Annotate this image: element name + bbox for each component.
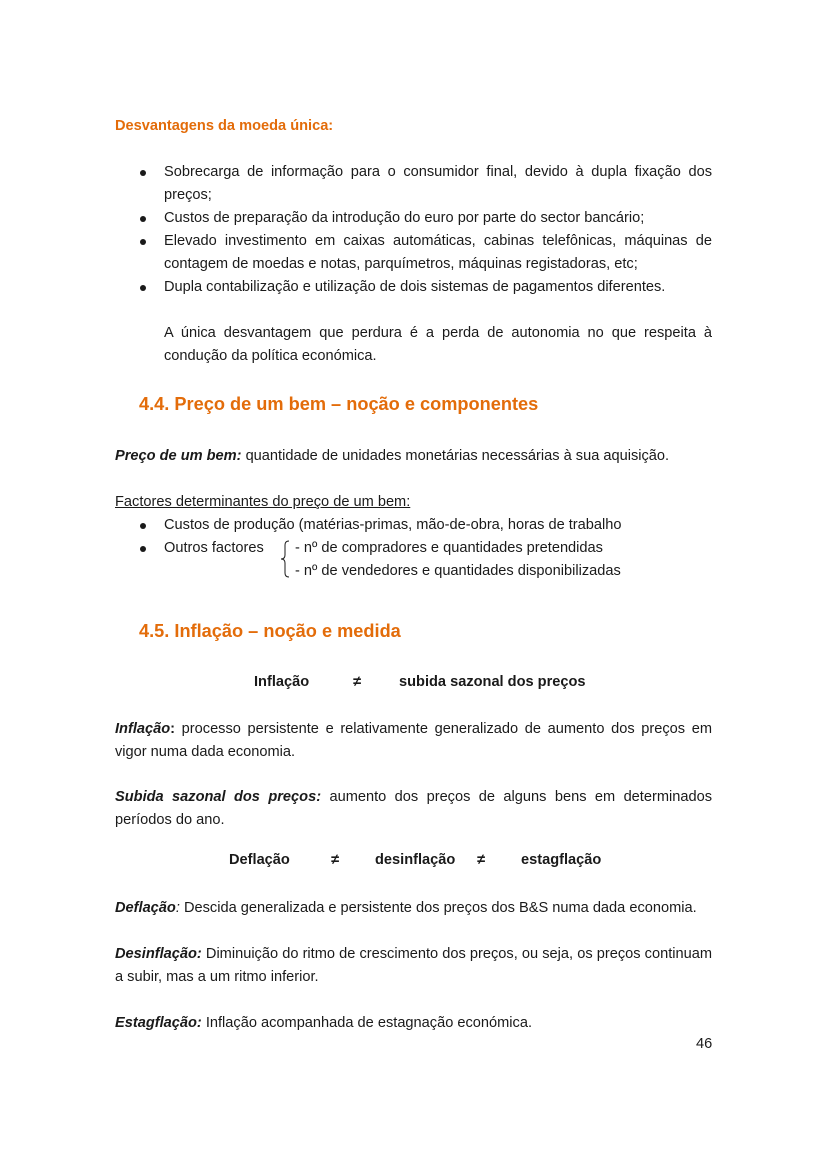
- page-number: 46: [696, 1036, 713, 1052]
- definition-term: Subida sazonal dos preços:: [115, 789, 322, 805]
- disadvantages-note: A única desvantagem que perdura é a perda de autonomia no que respeita à condução da política económica.: [164, 325, 712, 364]
- definition-text: Descida generalizada e persistente dos preços dos B&S numa dada economia.: [179, 900, 697, 916]
- bullet-icon: [140, 170, 146, 176]
- disinflation-definition: [115, 943, 712, 989]
- definition-term: Deflação: [115, 900, 176, 916]
- definition-term: Inflação: [115, 721, 171, 737]
- bullet-icon: [140, 239, 146, 245]
- disadvantages-heading: Desvantagens da moeda única:: [115, 118, 334, 134]
- list-item-text: Sobrecarga de informação para o consumidor final, devido à dupla fixação dos preços;: [164, 164, 712, 203]
- factors-title: Factores determinantes do preço de um bem:: [115, 494, 411, 510]
- comparison-term: Deflação: [229, 852, 290, 868]
- definition-term: Desinflação:: [115, 946, 202, 962]
- section-heading-4-5: 4.5. Inflação – noção e medida: [139, 621, 401, 641]
- curly-brace-icon: [280, 540, 290, 578]
- section-heading-4-4: 4.4. Preço de um bem – noção e componentes: [139, 394, 539, 414]
- definition-text: aumento dos preços de alguns bens em determinados períodos do ano.: [115, 789, 712, 828]
- comparison-term: Inflação: [254, 674, 310, 690]
- inflation-definition: Inflação: processo persistente e relativamente generalizado de aumento dos preços em vigor numa dada economia.: [115, 721, 712, 760]
- comparison-term: desinflação: [375, 852, 456, 868]
- stagflation-definition: [115, 1012, 532, 1035]
- bullet-icon: [140, 546, 146, 552]
- list-item-text: Elevado investimento em caixas automáticas, cabinas telefônicas, máquinas de contagem de moedas e notas, parquímetros, máquinas registadoras, etc;: [164, 233, 712, 272]
- seasonal-rise-definition: [115, 786, 712, 832]
- not-equal-icon: ≠: [477, 852, 486, 868]
- not-equal-icon: ≠: [353, 674, 362, 690]
- factor-buyers: - nº de compradores e quantidades pretendidas: [295, 540, 603, 556]
- definition-text: processo persistente e relativamente generalizado de aumento dos preços em vigor numa dada economia.: [115, 721, 712, 760]
- definition-term: Estagflação:: [115, 1015, 202, 1031]
- bullet-icon: [140, 216, 146, 222]
- factor-other-label: Outros factores: [164, 540, 264, 556]
- price-definition: [115, 445, 669, 468]
- bullet-icon: [140, 285, 146, 291]
- comparison-term: subida sazonal dos preços: [399, 674, 586, 690]
- definition-text: Inflação acompanhada de estagnação económica.: [201, 1015, 532, 1031]
- definition-text: quantidade de unidades monetárias necessárias à sua aquisição.: [241, 448, 670, 464]
- factor-sellers: - nº de vendedores e quantidades disponibilizadas: [295, 563, 621, 579]
- not-equal-icon: ≠: [331, 852, 340, 868]
- factor-production-costs: Custos de produção (matérias-primas, mão-de-obra, horas de trabalho: [164, 517, 622, 533]
- list-item-text: Dupla contabilização e utilização de dois sistemas de pagamentos diferentes.: [164, 279, 666, 295]
- list-item-text: Custos de preparação da introdução do euro por parte do sector bancário;: [164, 210, 645, 226]
- deflation-definition: Deflação: Descida generalizada e persistente dos preços dos B&S numa dada economia.: [115, 900, 697, 916]
- definition-text: Diminuição do ritmo de crescimento dos preços, ou seja, os preços continuam a subir, mas a um ritmo inferior.: [115, 946, 712, 985]
- bullet-icon: [140, 523, 146, 529]
- definition-term: Preço de um bem:: [115, 448, 242, 464]
- comparison-term: estagflação: [521, 852, 602, 868]
